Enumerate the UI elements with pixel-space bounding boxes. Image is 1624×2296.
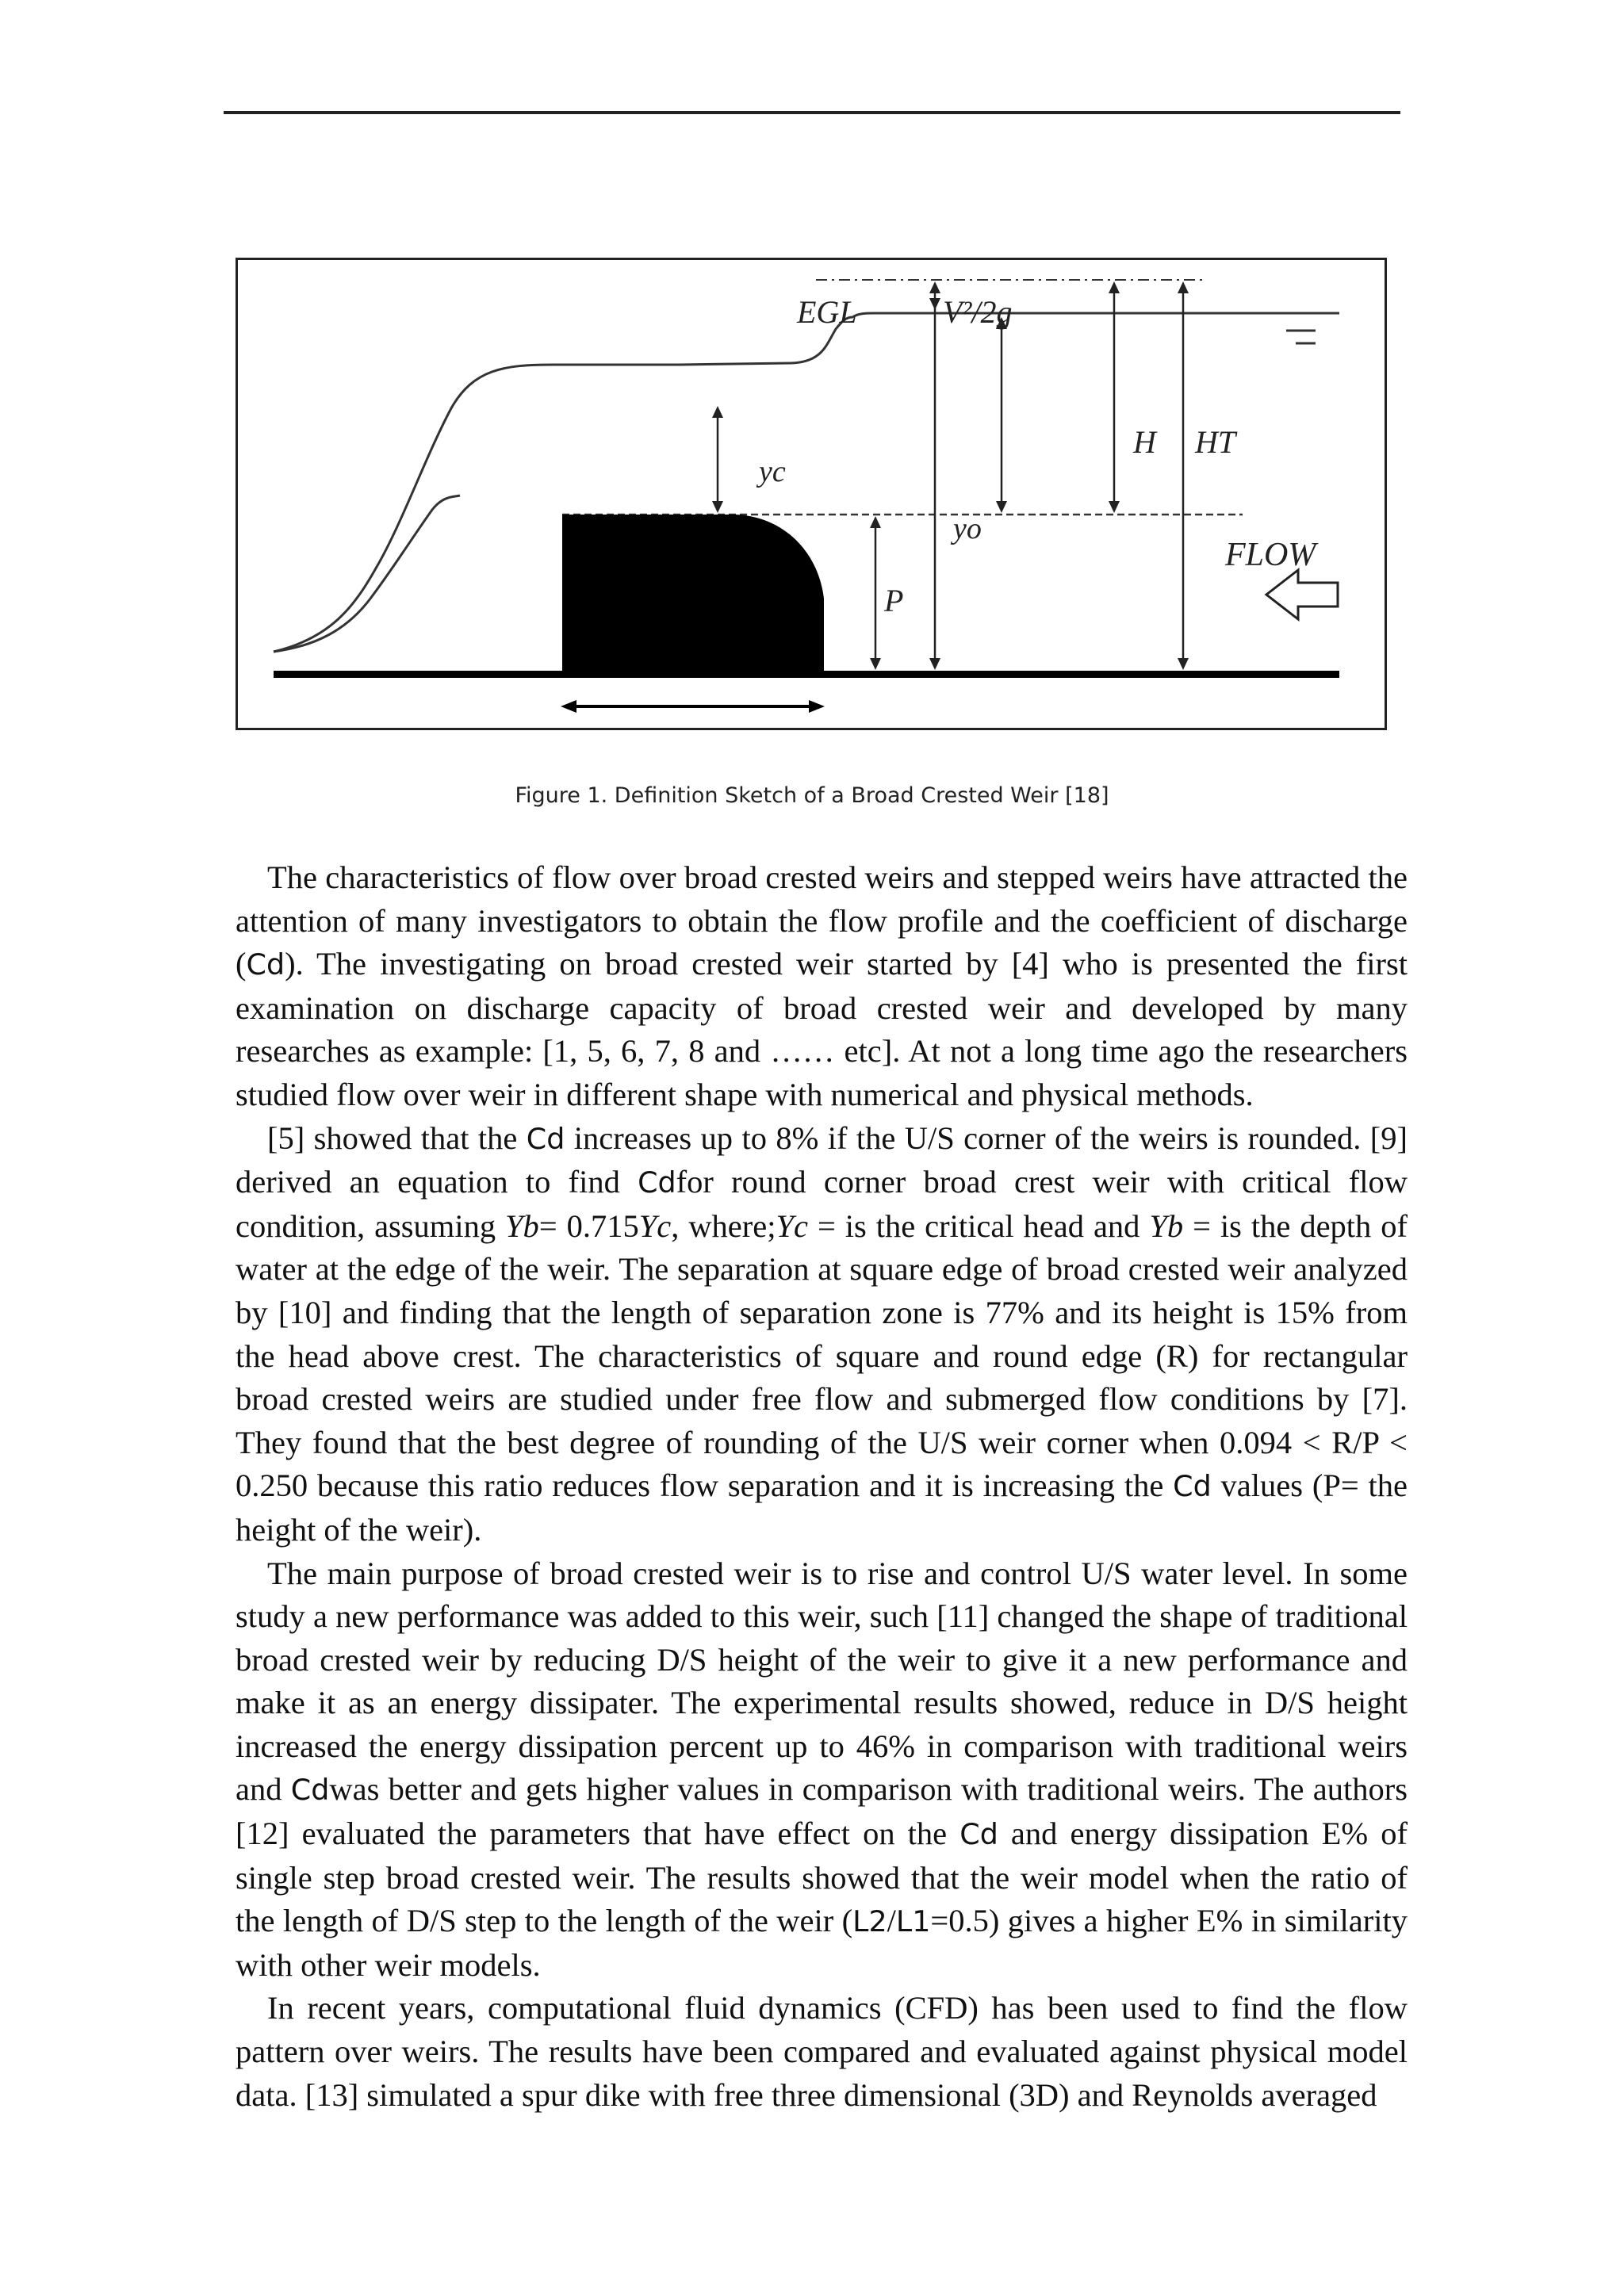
p3-text-d: =0.5) gives a higher E% in similarity with other weir models.	[236, 1903, 1408, 1983]
paragraph-2	[236, 1117, 1408, 1552]
p3-text-b: was better and gets higher values in comparison with traditional weirs. The authors [12] evaluated the parameters that have effect on the	[236, 1771, 1408, 1852]
p-arrowhead-bottom	[870, 658, 881, 670]
ht-arrowhead-top	[1178, 281, 1189, 293]
h-label: H	[1133, 424, 1156, 460]
ratio-slash: /	[887, 1903, 896, 1939]
cd-symbol: Cd	[290, 1773, 330, 1808]
figure-broad-crested-weir	[236, 258, 1387, 730]
weir-body	[562, 515, 824, 674]
yc-arrowhead-top	[712, 406, 723, 418]
yc-symbol: Yc	[638, 1207, 672, 1244]
cd-symbol: Cd	[246, 947, 285, 982]
figure-caption	[0, 783, 1624, 808]
cd-symbol: Cd	[638, 1165, 676, 1200]
yo-arrowhead-bottom	[996, 501, 1007, 513]
p-label: P	[884, 583, 904, 618]
l1-symbol: L1	[895, 1904, 931, 1939]
p2-text-c: for round corner broad crest weir with critical flow condition, assuming	[236, 1164, 1408, 1244]
flow-direction-arrow	[1266, 570, 1338, 619]
lower-nappe	[274, 496, 460, 652]
v2g-arrowhead-bottom	[929, 658, 940, 670]
p3-text-a: The main purpose of broad crested weir is to rise and control U/S water level. In some study a new performance was added to this weir, such [11] changed the shape of traditional broad crested weir by reducing D/S height of the weir to give it a new performance and make it as an energy dissipater. The experimental results showed, reduce in D/S height increased the energy dissipation percent up to 46% in comparison with traditional weirs and	[236, 1555, 1408, 1808]
p2-text-e: , where;	[671, 1207, 776, 1244]
yc-label: yc	[759, 455, 786, 488]
h-arrowhead-top	[1109, 281, 1120, 293]
body-text	[236, 856, 1408, 2117]
cd-symbol: Cd	[1173, 1469, 1212, 1504]
p-arrowhead-top	[870, 516, 881, 528]
caption-main: Figure 1. Definition Sketch of a Broad Crested Weir	[515, 783, 1059, 808]
h-arrowhead-bottom	[1109, 501, 1120, 513]
cd-symbol: Cd	[959, 1817, 998, 1852]
weir-sketch-svg	[236, 258, 1387, 730]
caption-ref: [18]	[1065, 783, 1109, 808]
p2-text-a: [5] showed that the	[267, 1119, 527, 1156]
channel-bed	[274, 671, 1339, 678]
ht-arrowhead-bottom	[1178, 658, 1189, 670]
yb-symbol: Yb	[505, 1207, 539, 1244]
velocity-head-label: V²/2g	[943, 294, 1013, 330]
paragraph-1	[236, 856, 1408, 1117]
p3-text-c: and energy dissipation E% of single step broad crested weir. The results showed that the weir model when the ratio of the length of D/S step to the length of the weir (	[236, 1816, 1408, 1939]
weir-length-arrowhead-right	[809, 700, 825, 713]
v2g-arrowhead-mid	[929, 298, 940, 310]
yo-label: yo	[953, 512, 982, 545]
p1-text-a: The characteristics of flow over broad crested weirs and stepped weirs have attracted the attention of many investigators to obtain the flow profile and the coefficient of discharge (	[236, 859, 1408, 982]
p1-text-b: ). The investigating on broad crested weir started by [4] who is presented the first examination on discharge capacity of broad crested weir and developed by many researches as example: [1, 5, 6, 7, 8 and …… etc]. At not a long time ago the researchers studied flow over weir in different shape with numerical and physical methods.	[236, 946, 1408, 1112]
header-rule	[224, 111, 1400, 114]
p2-text-f: = is the critical head and	[808, 1207, 1150, 1244]
p4-text-a: In recent years, computational fluid dynamics (CFD) has been used to find the flow pattern over weirs. The results have been compared and evaluated against physical model data. [13] simulated a spur dike with free three dimensional (3D) and Reynolds averaged	[236, 1990, 1408, 2113]
yb-symbol: Yb	[1149, 1207, 1184, 1244]
yc-arrowhead-bottom	[712, 501, 723, 513]
yc-symbol: Yc	[776, 1207, 809, 1244]
p2-text-h: values (P= the height of the weir).	[236, 1468, 1408, 1548]
flow-label: FLOW	[1225, 537, 1316, 573]
p2-text-d: = 0.715	[538, 1207, 639, 1244]
p2-text-g: = is the depth of water at the edge of the weir. The separation at square edge of broad crested weir analyzed by [10] and finding that the length of separation zone is 77% and its height is 15% from the head above crest. The characteristics of square and round edge (R) for rectangular broad crested weirs are studied under free flow and submerged flow conditions by [7]. They found that the best degree of rounding of the U/S weir corner when 0.094 < R/P < 0.250 because this ratio reduces flow separation and it is increasing the	[236, 1207, 1408, 1504]
weir-length-arrowhead-left	[561, 700, 576, 713]
paragraph-3	[236, 1552, 1408, 1988]
paragraph-4	[236, 1987, 1408, 2117]
p2-text-b: increases up to 8% if the U/S corner of the weirs is rounded. [9] derived an equation to find	[236, 1119, 1408, 1200]
v2g-arrowhead-top	[929, 281, 940, 293]
cd-symbol: Cd	[526, 1121, 565, 1156]
ht-label: HT	[1195, 424, 1236, 460]
l2-symbol: L2	[852, 1904, 887, 1939]
egl-label: EGL	[797, 294, 857, 330]
